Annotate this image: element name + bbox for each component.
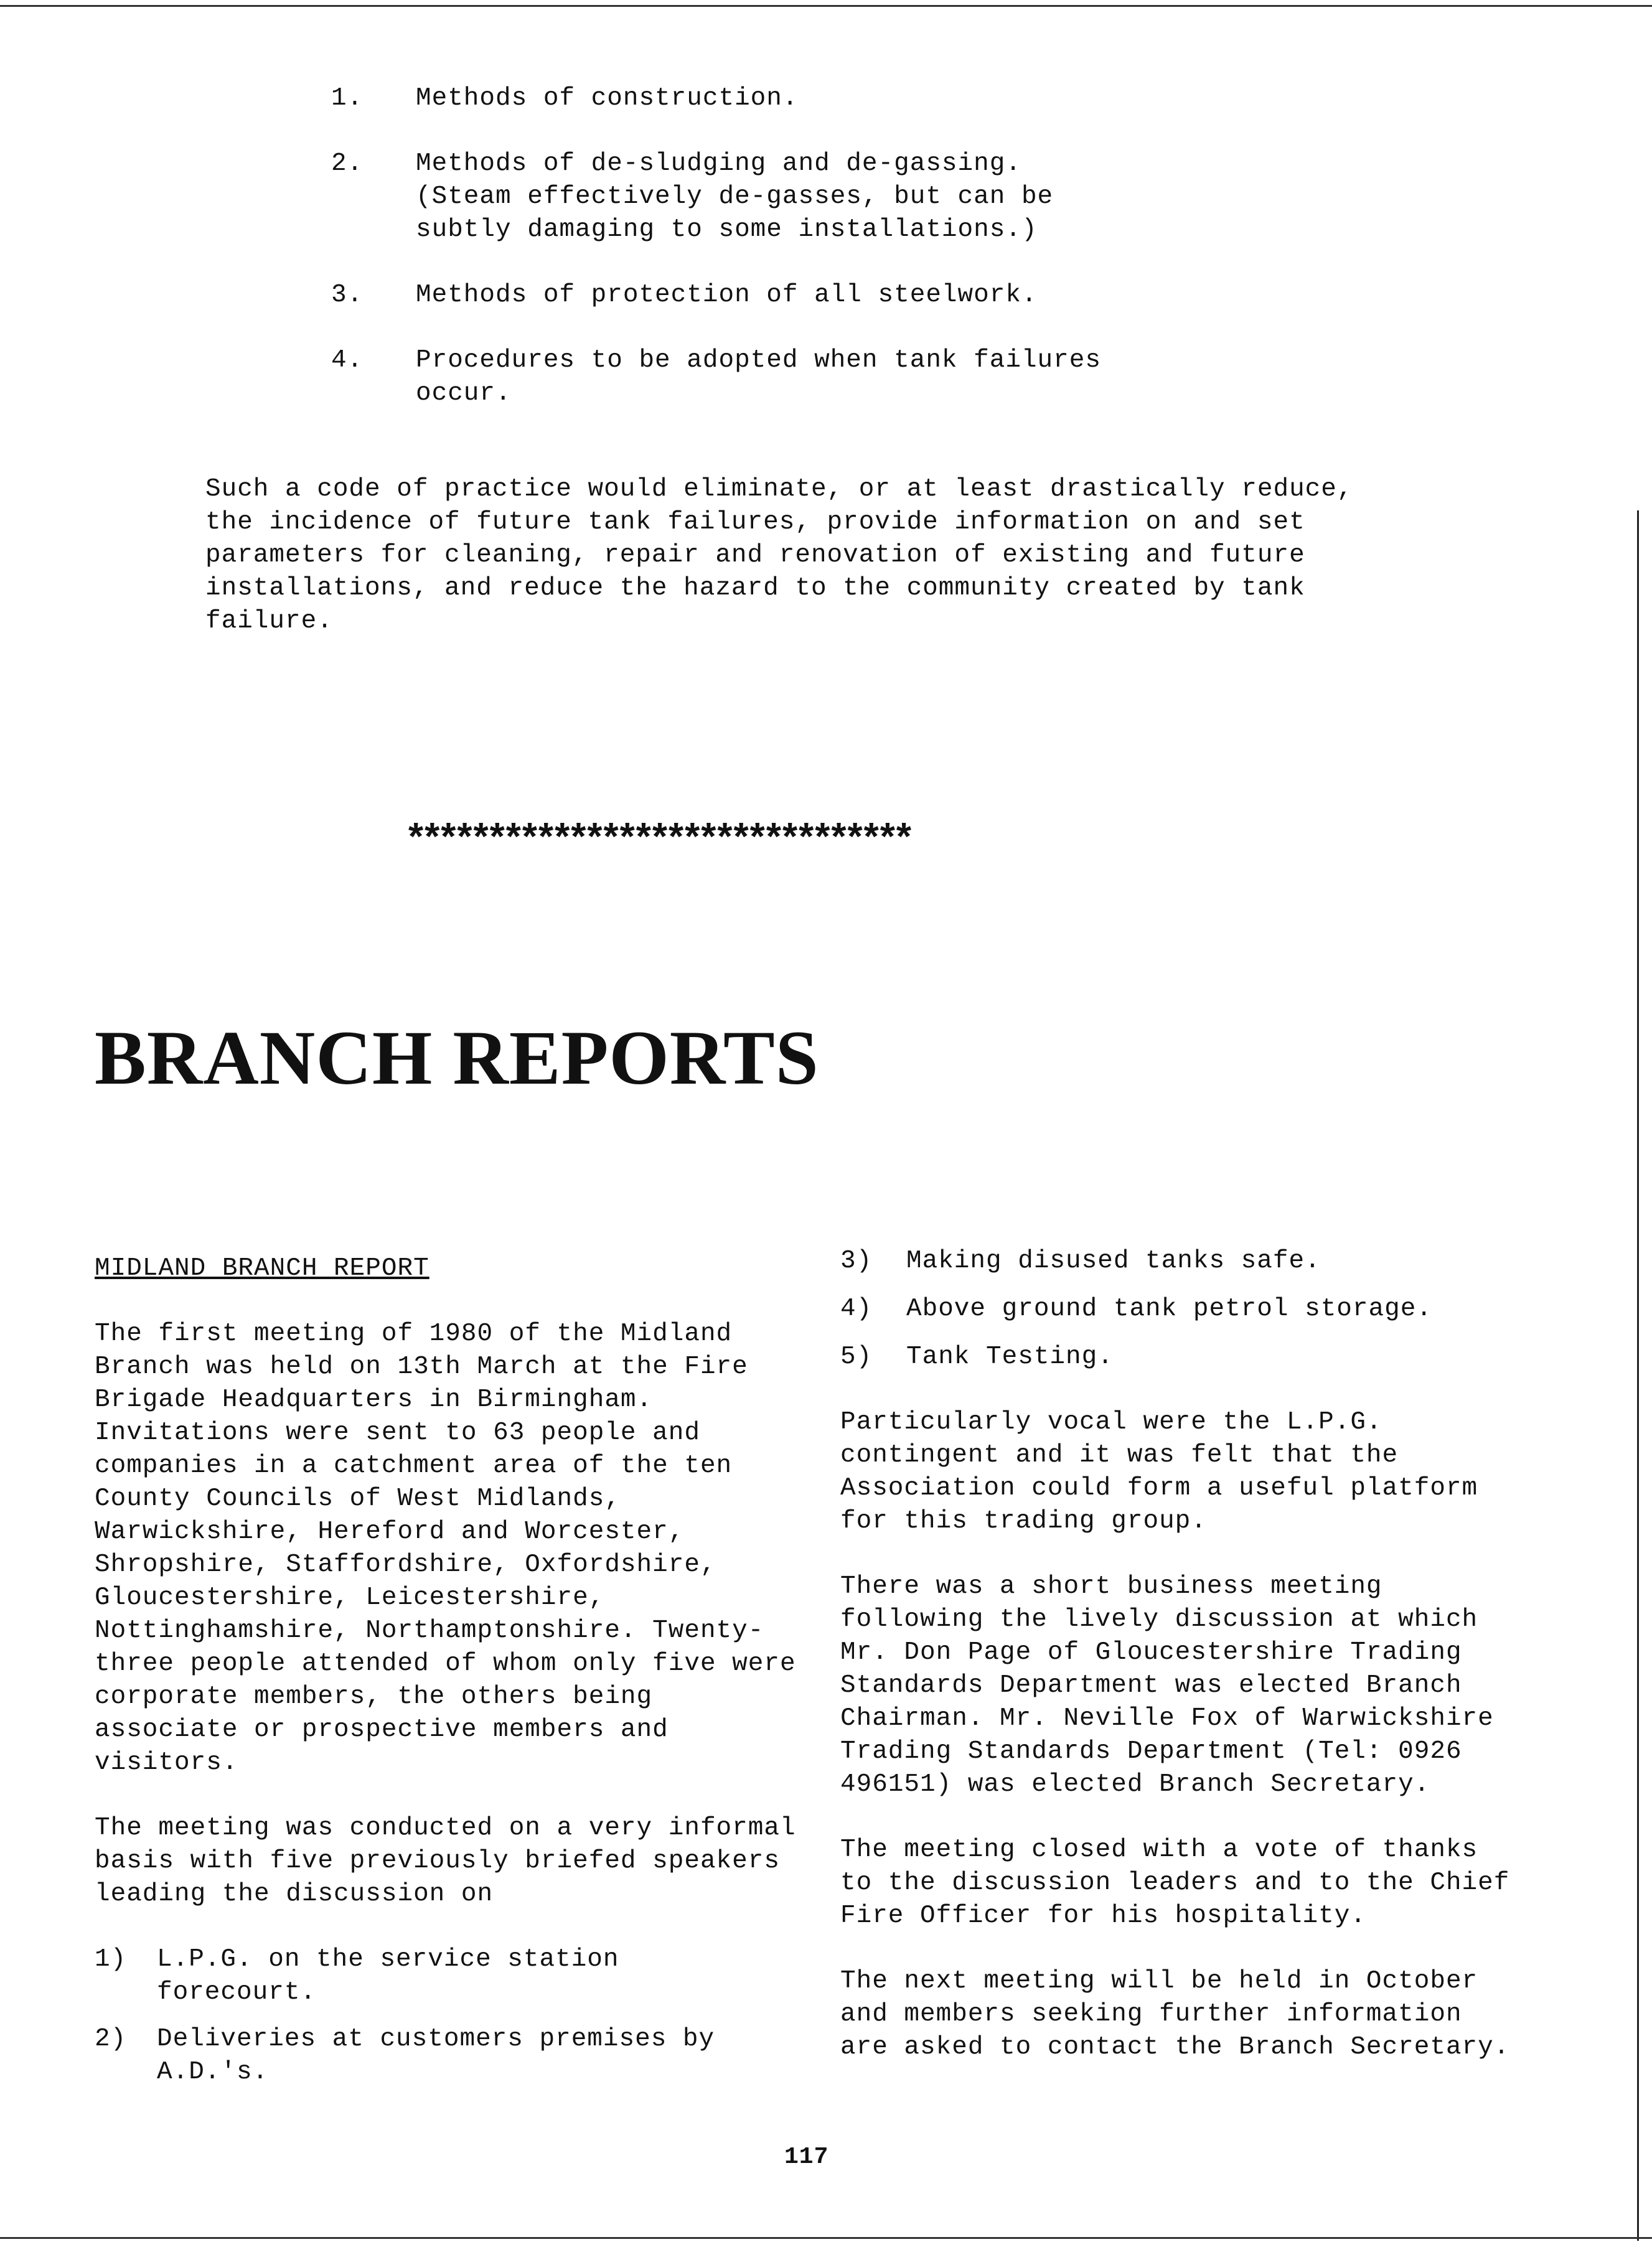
code-of-practice-paragraph: Such a code of practice would eliminate, or at least drastically reduce, the incidence of future tank failures, provide information on and set parameters for cleaning, repair and renovation of existing and future installations, and reduce the hazard to the community created by tank failure.	[205, 475, 1353, 636]
report-paragraph: Particularly vocal were the L.P.G. contingent and it was felt that the Association could form a useful platform for this trading group.	[840, 1408, 1478, 1536]
topic-number: 3)	[840, 1247, 873, 1275]
topic-number: 1)	[95, 1945, 127, 1974]
list-item-text: Methods of de-sludging and de-gassing. (Steam effectively de-gasses, but can be subtly damaging to some installations.)	[416, 149, 1054, 244]
report-title: MIDLAND BRANCH REPORT	[95, 1254, 429, 1283]
page-bottom-edge	[0, 2237, 1652, 2239]
topic-number: 5)	[840, 1343, 873, 1371]
list-item	[331, 344, 1389, 410]
report-right-column	[840, 1245, 1525, 2096]
list-item-text: Procedures to be adopted when tank failures occur.	[416, 346, 1101, 408]
topic-text: Tank Testing.	[906, 1343, 1114, 1371]
page-top-edge	[0, 5, 1652, 7]
topic-item	[840, 1341, 1525, 1374]
page-right-edge	[1637, 510, 1639, 2241]
topic-number: 2)	[95, 2025, 127, 2053]
list-item-number: 1.	[331, 84, 364, 113]
page-number: 117	[784, 2144, 829, 2170]
report-left-column	[95, 1252, 804, 2103]
topic-item	[840, 1245, 1525, 1278]
list-item-text: Methods of protection of all steelwork.	[416, 281, 1038, 309]
topic-text: L.P.G. on the service station forecourt.	[157, 1945, 619, 2007]
topic-number: 4)	[840, 1295, 873, 1323]
list-item-number: 2.	[331, 149, 364, 178]
topic-item	[95, 1943, 804, 2009]
topic-item	[840, 1293, 1525, 1326]
list-item-text: Methods of construction.	[416, 84, 799, 113]
report-paragraph: The next meeting will be held in October and members seeking further information are asked to contact the Branch Secretary.	[840, 1967, 1510, 2062]
topic-text: Deliveries at customers premises by A.D.'s.	[157, 2025, 715, 2086]
report-paragraph: The meeting closed with a vote of thanks to the discussion leaders and to the Chief Fire Officer for his hospitality.	[840, 1836, 1510, 1930]
report-paragraph: The first meeting of 1980 of the Midland Branch was held on 13th March at the Fire Brigade Headquarters in Birmingham. Invitations were sent to 63 people and companies in a catchment area of the ten County Councils of West Midlands, Warwickshire, Hereford and Worcester, Shropshire, Staffordshire, Oxfordshire, Gloucestershire, Leicestershire, Nottinghamshire, Northamptonshire. Twenty-three people attended of whom only five were corporate members, the others being associate or prospective members and visitors.	[95, 1320, 796, 1777]
topic-text: Above ground tank petrol storage.	[906, 1295, 1432, 1323]
list-item	[331, 279, 1389, 312]
section-heading: BRANCH REPORTS	[95, 1015, 819, 1100]
list-item-number: 3.	[331, 281, 364, 309]
report-paragraph: The meeting was conducted on a very informal basis with five previously briefed speakers leading the discussion on	[95, 1814, 796, 1908]
construction-list	[331, 82, 1389, 443]
list-item	[331, 82, 1389, 115]
topic-item	[95, 2023, 804, 2089]
section-separator: *******************************	[408, 815, 913, 858]
report-paragraph: There was a short business meeting following the lively discussion at which Mr. Don Page of Gloucestershire Trading Standards Department was elected Branch Chairman. Mr. Neville Fox of Warwickshire Trading Standards Department (Tel: 0926 496151) was elected Branch Secretary.	[840, 1572, 1494, 1799]
topic-text: Making disused tanks safe.	[906, 1247, 1321, 1275]
list-item	[331, 148, 1389, 246]
list-item-number: 4.	[331, 346, 364, 375]
